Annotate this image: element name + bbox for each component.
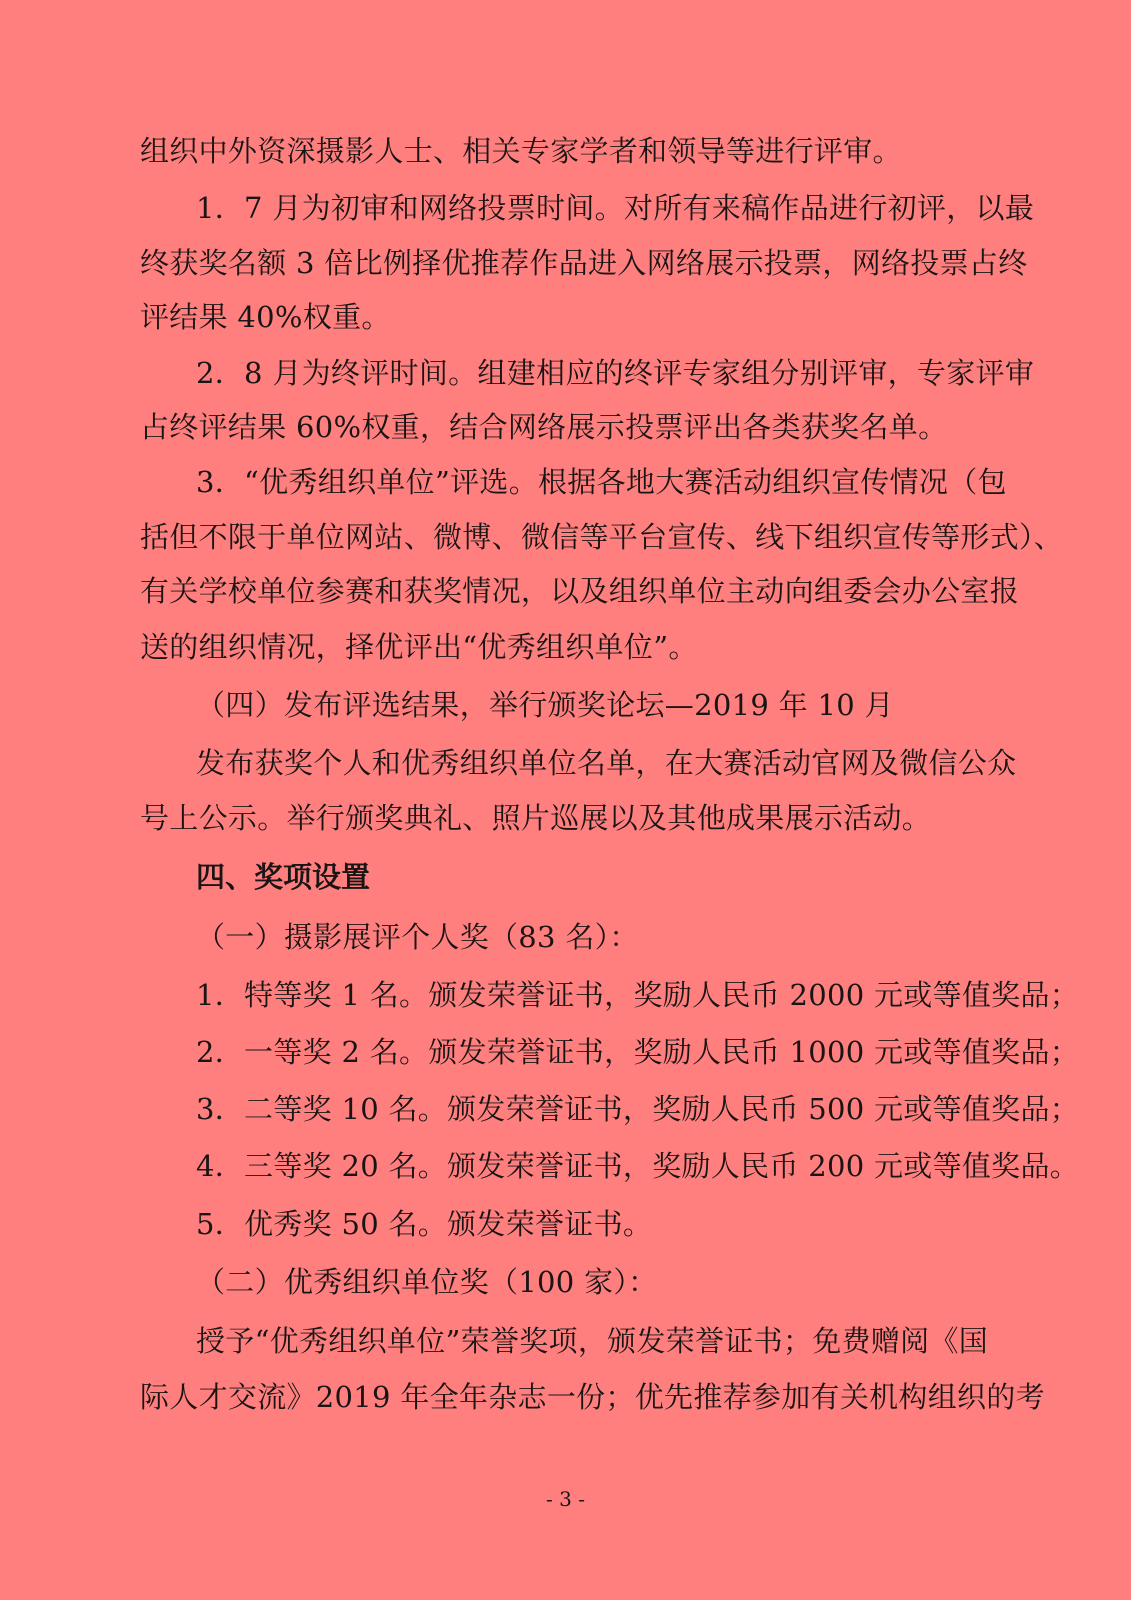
paragraph-intro-line-1: 组织中外资深摄影人士、相关专家学者和领导等进行评审。 bbox=[140, 134, 902, 168]
stage-4-body-line-1: 发布获奖个人和优秀组织单位名单，在大赛活动官网及微信公众 bbox=[196, 746, 1017, 780]
item-1-line-2: 终获奖名额 3 倍比例择优推荐作品进入网络展示投票，网络投票占终 bbox=[140, 246, 1028, 280]
item-3-line-3: 有关学校单位参赛和获奖情况，以及组织单位主动向组委会办公室报 bbox=[140, 574, 1020, 608]
award-item: 3．二等奖 10 名。颁发荣誉证书，奖励人民币 500 元或等值奖品； bbox=[196, 1092, 1080, 1126]
award-item: 2．一等奖 2 名。颁发荣誉证书，奖励人民币 1000 元或等值奖品； bbox=[196, 1035, 1080, 1069]
item-2-line-1: 2．8 月为终评时间。组建相应的终评专家组分别评审，专家评审 bbox=[196, 356, 1035, 390]
award-item: 1．特等奖 1 名。颁发荣誉证书，奖励人民币 2000 元或等值奖品； bbox=[196, 978, 1080, 1012]
item-3-line-4: 送的组织情况，择优评出“优秀组织单位”。 bbox=[140, 630, 698, 664]
award-org-title: （二）优秀组织单位奖（100 家）： bbox=[196, 1265, 658, 1299]
award-item: 4．三等奖 20 名。颁发荣誉证书，奖励人民币 200 元或等值奖品。 bbox=[196, 1149, 1080, 1183]
stage-4-body-line-2: 号上公示。举行颁奖典礼、照片巡展以及其他成果展示活动。 bbox=[140, 801, 932, 835]
award-org-body-line-2: 际人才交流》2019 年全年杂志一份；优先推荐参加有关机构组织的考 bbox=[140, 1380, 1045, 1414]
section-4-heading: 四、奖项设置 bbox=[196, 860, 371, 894]
item-2-line-2: 占终评结果 60%权重，结合网络展示投票评出各类获奖名单。 bbox=[140, 410, 948, 444]
item-1-line-1: 1．7 月为初审和网络投票时间。对所有来稿作品进行初评，以最 bbox=[196, 191, 1035, 225]
stage-4-title: （四）发布评选结果，举行颁奖论坛—2019 年 10 月 bbox=[196, 688, 894, 722]
award-individual-title: （一）摄影展评个人奖（83 名）： bbox=[196, 920, 639, 954]
award-item: 5．优秀奖 50 名。颁发荣誉证书。 bbox=[196, 1207, 653, 1241]
item-3-line-1: 3．“优秀组织单位”评选。根据各地大赛活动组织宣传情况（包 bbox=[196, 465, 1007, 499]
award-org-body-line-1: 授予“优秀组织单位”荣誉奖项，颁发荣誉证书；免费赠阅《国 bbox=[196, 1324, 989, 1358]
item-1-line-3: 评结果 40%权重。 bbox=[140, 300, 391, 334]
page-number: - 3 - bbox=[546, 1487, 585, 1511]
item-3-line-2: 括但不限于单位网站、微博、微信等平台宣传、线下组织宣传等形式）、 bbox=[140, 520, 1064, 554]
